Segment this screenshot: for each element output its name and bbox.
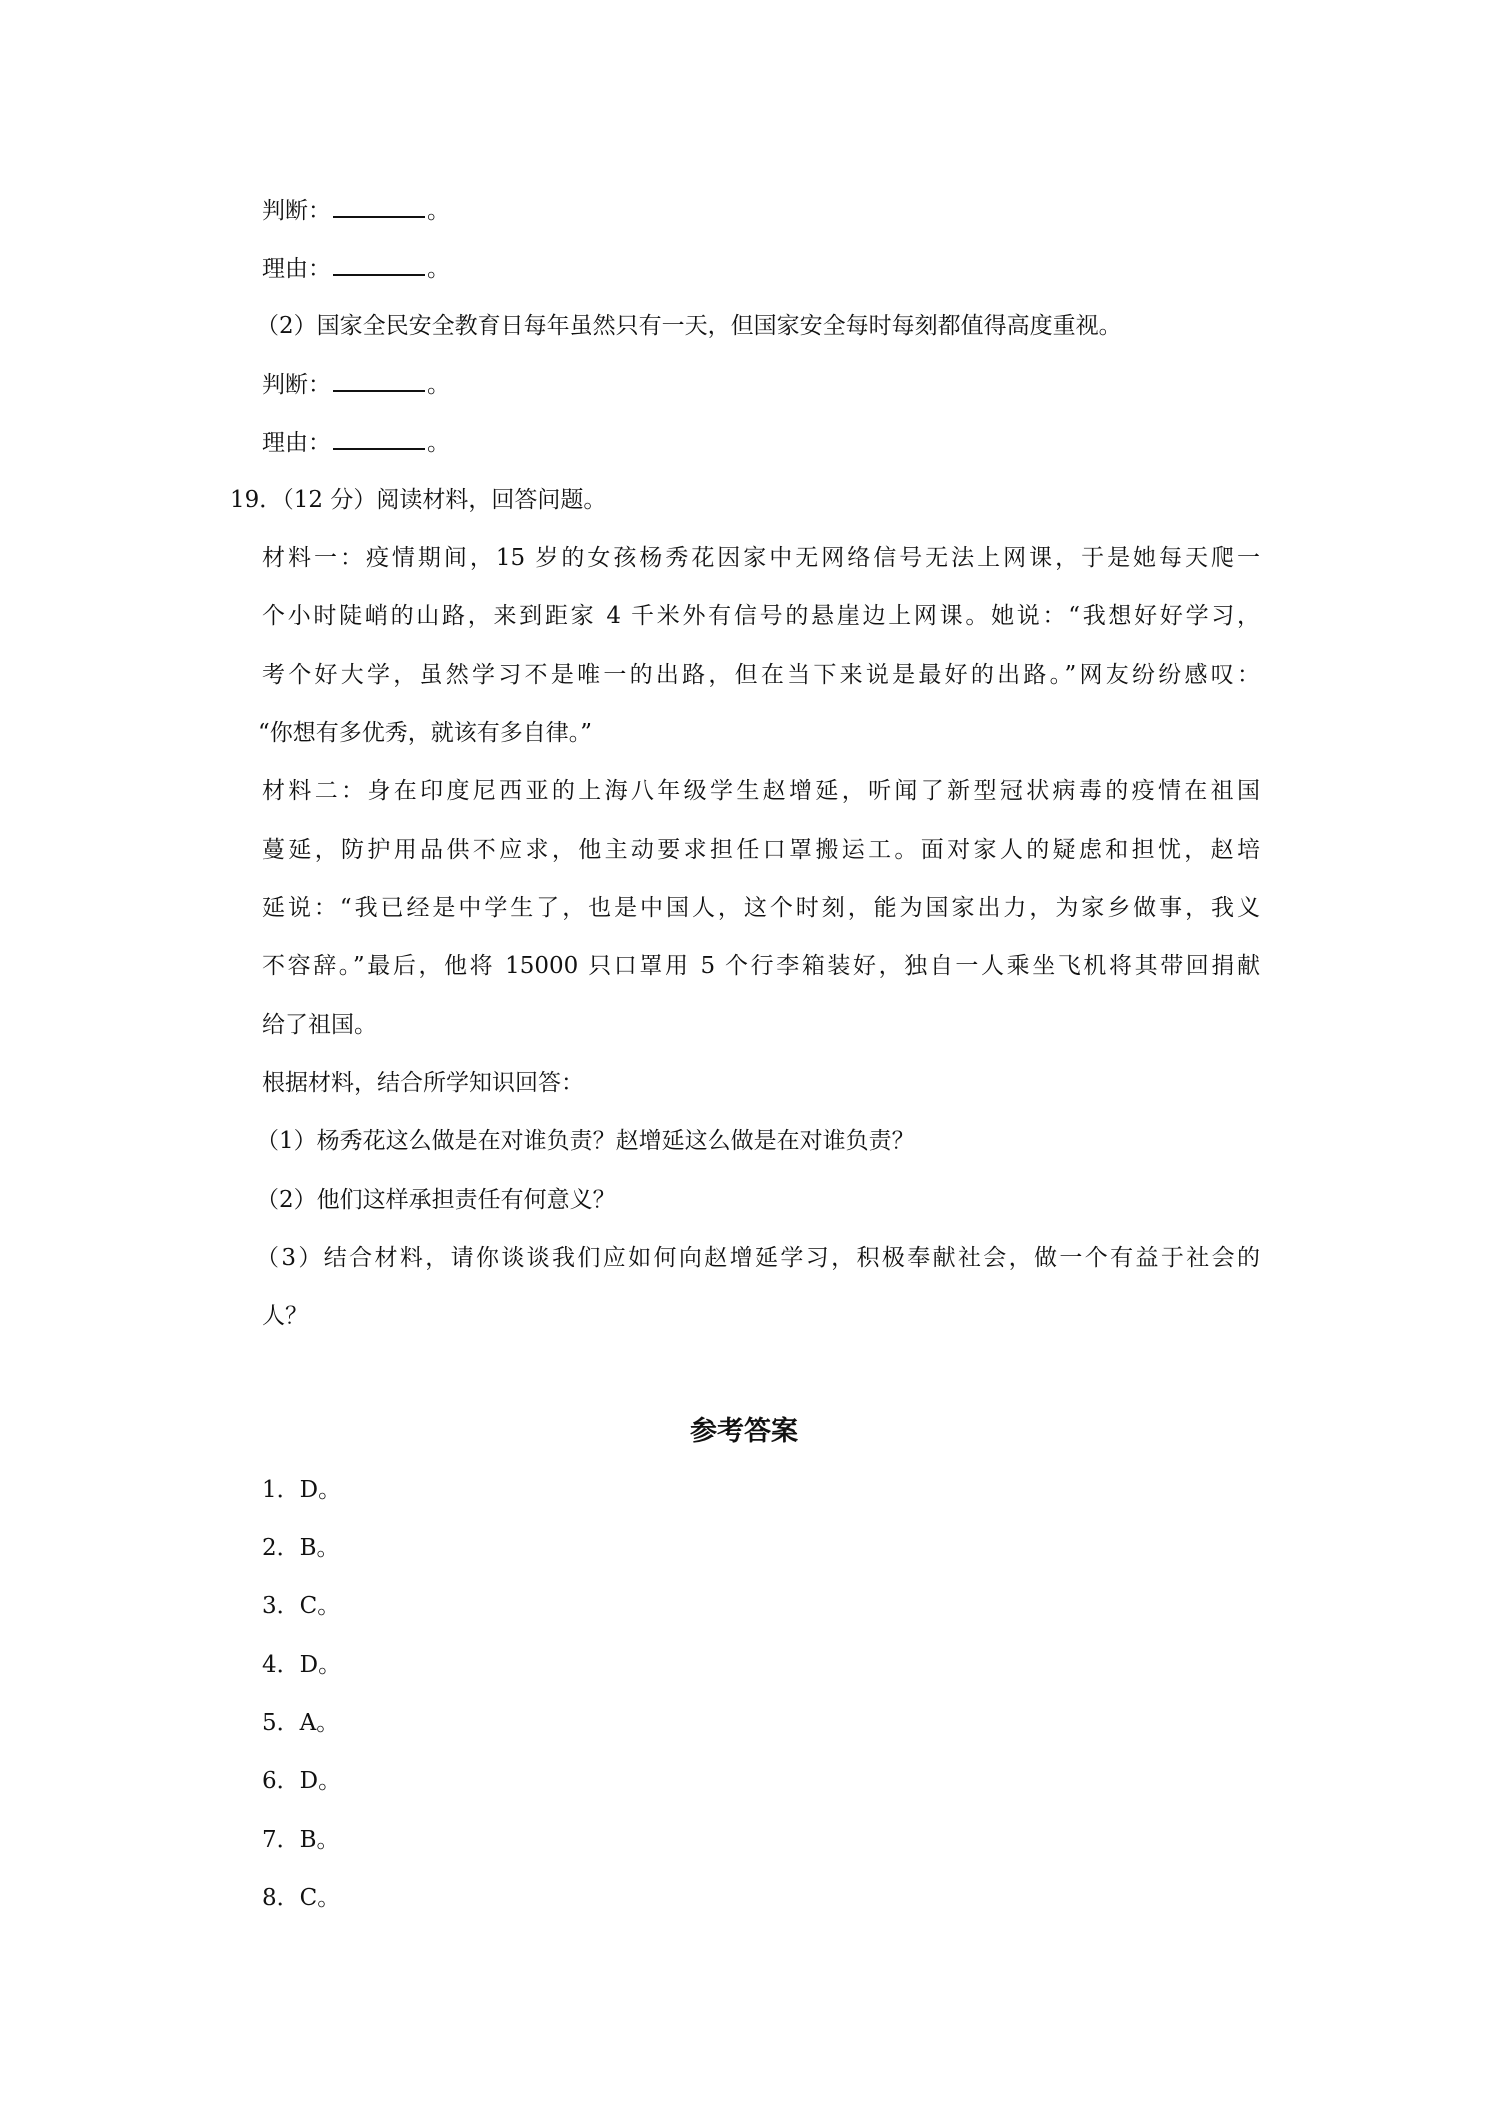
reason-label: 理由： <box>262 430 331 456</box>
q18-item2-text: （2）国家全民安全教育日每年虽然只有一天，但国家安全每时每刻都值得高度重视。 <box>256 313 1122 339</box>
end-mark: 。 <box>427 198 450 224</box>
q18-item2-judge-line <box>262 368 450 401</box>
material2-line: 蔓延，防护用品供不应求，他主动要求担任口罩搬运工。面对家人的疑虑和担忧，赵培 <box>262 837 1260 863</box>
end-mark: 。 <box>427 430 450 456</box>
answer-item: 2．B。 <box>262 1535 340 1561</box>
q19-sub2: （2）他们这样承担责任有何意义？ <box>256 1187 616 1213</box>
material1-line: 考个好大学，虽然学习不是唯一的出路，但在当下来说是最好的出路。”网友纷纷感叹： <box>262 662 1260 688</box>
judge-label: 判断： <box>262 198 331 224</box>
answer-blank[interactable] <box>333 368 425 392</box>
material2-line: 延说：“我已经是中学生了，也是中国人，这个时刻，能为国家出力，为家乡做事，我义 <box>262 895 1260 921</box>
answer-item: 4．D。 <box>262 1652 342 1678</box>
answer-item: 6．D。 <box>262 1768 342 1794</box>
material1-line: 材料一：疫情期间，15 岁的女孩杨秀花因家中无网络信号无法上网课，于是她每天爬一 <box>262 545 1260 571</box>
answer-item: 8．C。 <box>262 1885 341 1911</box>
q19-sub3-line1: （3）结合材料，请你谈谈我们应如何向赵增延学习，积极奉献社会，做一个有益于社会的 <box>256 1245 1260 1271</box>
answer-blank[interactable] <box>333 252 425 276</box>
material1-line: 个小时陡峭的山路，来到距家 4 千米外有信号的悬崖边上网课。她说：“我想好好学习， <box>262 603 1260 629</box>
material2-line: 不容辞。”最后，他将 15000 只口罩用 5 个行李箱装好，独自一人乘坐飞机将其带回捐献 <box>262 953 1260 979</box>
q19-prompt: 根据材料，结合所学知识回答： <box>262 1070 584 1096</box>
q18-item1-judge-line <box>262 194 450 227</box>
q19-sub1: （1）杨秀花这么做是在对谁负责？赵增延这么做是在对谁负责？ <box>256 1128 915 1154</box>
reason-label: 理由： <box>262 256 331 282</box>
answer-item: 1．D。 <box>262 1477 342 1503</box>
q18-item2-reason-line <box>262 426 450 459</box>
q19-header: 19．（12 分）阅读材料，回答问题。 <box>230 487 607 513</box>
end-mark: 。 <box>427 256 450 282</box>
material1-line: “你想有多优秀，就该有多自律。” <box>258 720 593 746</box>
answer-key-title: 参考答案 <box>690 1416 798 1447</box>
q19-sub3-line2: 人？ <box>262 1303 308 1329</box>
q18-item1-reason-line <box>262 252 450 285</box>
answer-blank[interactable] <box>333 426 425 450</box>
judge-label: 判断： <box>262 372 331 398</box>
answer-item: 7．B。 <box>262 1827 340 1853</box>
material2-line: 给了祖国。 <box>262 1012 377 1038</box>
end-mark: 。 <box>427 372 450 398</box>
answer-blank[interactable] <box>333 194 425 218</box>
answer-item: 3．C。 <box>262 1593 341 1619</box>
answer-item: 5．A。 <box>262 1710 340 1736</box>
material2-line: 材料二：身在印度尼西亚的上海八年级学生赵增延，听闻了新型冠状病毒的疫情在祖国 <box>262 778 1260 804</box>
